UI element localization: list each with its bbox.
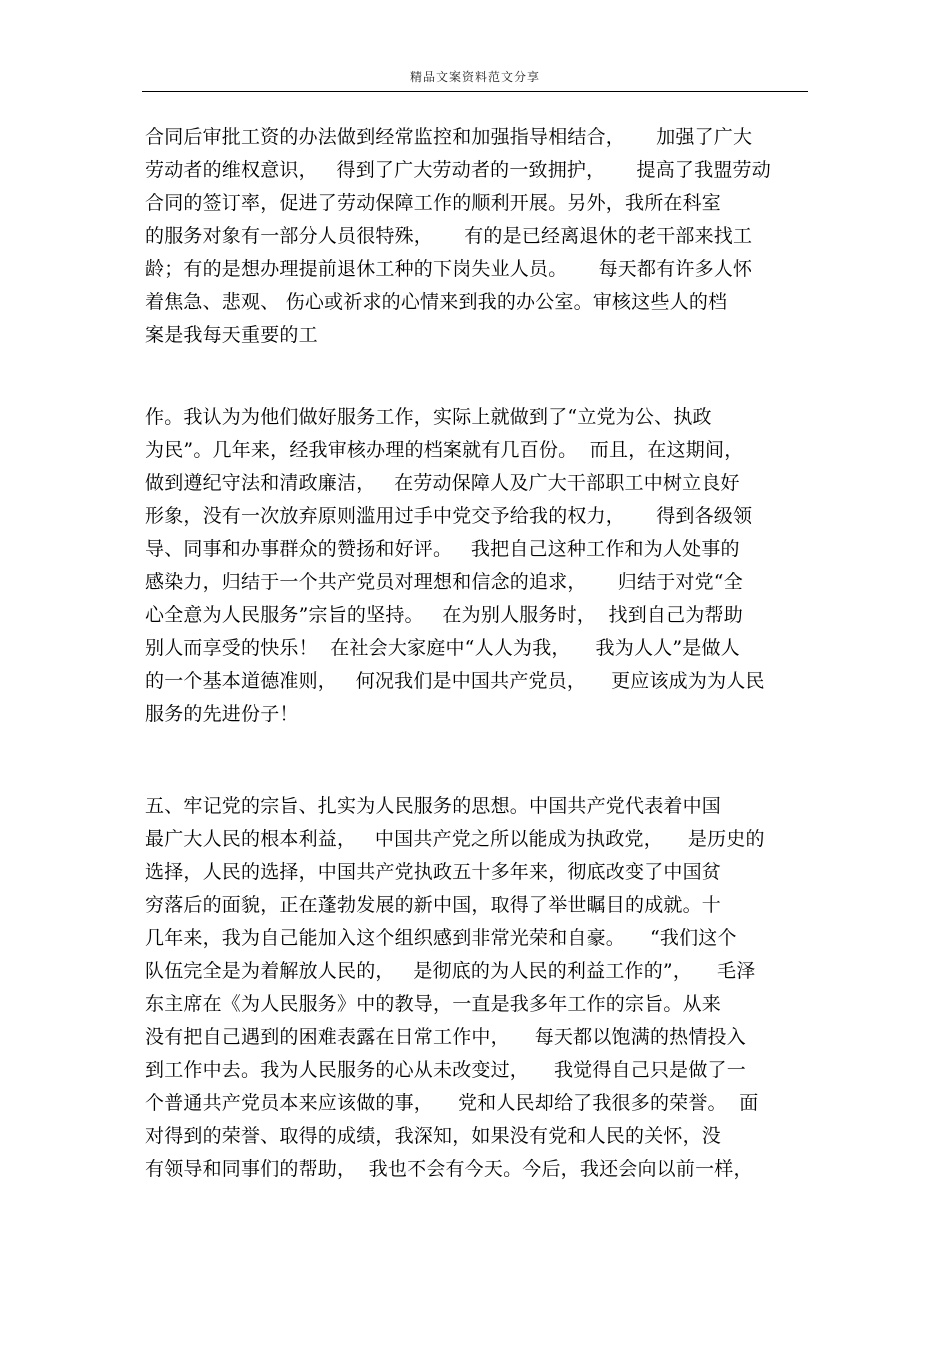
- text-line: 导、同事和办事群众的赞扬和好评。 我把自己这种工作和为人处事的: [145, 538, 740, 560]
- text-line: 合同后审批工资的办法做到经常监控和加强指导相结合， 加强了广大: [145, 126, 753, 148]
- text-line: 东主席在《为人民服务》中的教导，一直是我多年工作的宗旨。从来: [145, 993, 722, 1015]
- text-line: 有领导和同事们的帮助， 我也不会有今天。今后，我还会向以前一样，: [145, 1158, 753, 1180]
- page-header-title: 精品文案资料范文分享: [409, 70, 540, 84]
- text-line: 个普通共产党员本来应该做的事， 党和人民却给了我很多的荣誉。 面: [145, 1092, 759, 1114]
- paragraph-1: [145, 121, 825, 352]
- header-divider: [142, 91, 808, 92]
- text-line: 没有把自己遇到的困难表露在日常工作中， 每天都以饱满的热情投入: [145, 1026, 746, 1048]
- text-line: 的一个基本道德准则， 何况我们是中国共产党员， 更应该成为为人民: [145, 670, 765, 692]
- text-line: 着焦急、悲观、 伤心或祈求的心情来到我的办公室。审核这些人的档: [145, 291, 728, 313]
- text-line: 别人而享受的快乐！ 在社会大家庭中“人人为我， 我为人人”是做人: [145, 637, 740, 659]
- text-line: 劳动者的维权意识， 得到了广大劳动者的一致拥护， 提高了我盟劳动: [145, 159, 771, 181]
- text-line: 作。我认为为他们做好服务工作，实际上就做到了“立党为公、执政: [145, 406, 712, 428]
- text-line: 五、牢记党的宗旨、扎实为人民服务的思想。中国共产党代表着中国: [145, 795, 722, 817]
- paragraph-2: [145, 401, 825, 731]
- text-line: 心全意为人民服务”宗旨的坚持。 在为别人服务时， 找到自己为帮助: [145, 604, 743, 626]
- text-line: 感染力，归结于一个共产党员对理想和信念的追求， 归结于对党“全: [145, 571, 743, 593]
- text-line: 的服务对象有一部分人员很特殊， 有的是已经离退休的老干部来找工: [145, 225, 753, 247]
- text-line: 案是我每天重要的工: [145, 324, 318, 346]
- text-line: 最广大人民的根本利益， 中国共产党之所以能成为执政党， 是历史的: [145, 828, 765, 850]
- text-line: 选择，人民的选择，中国共产党执政五十多年来，彻底改变了中国贫: [145, 861, 722, 883]
- text-line: 到工作中去。我为人民服务的心从未改变过， 我觉得自己只是做了一: [145, 1059, 746, 1081]
- text-line: 合同的签订率，促进了劳动保障工作的顺利开展。另外，我所在科室: [145, 192, 722, 214]
- text-line: 对得到的荣誉、取得的成绩，我深知，如果没有党和人民的关怀，没: [145, 1125, 722, 1147]
- text-line: 穷落后的面貌，正在蓬勃发展的新中国，取得了举世瞩目的成就。十: [145, 894, 722, 916]
- text-line: 几年来，我为自己能加入这个组织感到非常光荣和自豪。 “我们这个: [145, 927, 737, 949]
- text-line: 做到遵纪守法和清政廉洁， 在劳动保障人及广大干部职工中树立良好: [145, 472, 740, 494]
- text-line: 为民”。几年来，经我审核办理的档案就有几百份。 而且，在这期间，: [145, 439, 744, 461]
- text-line: 龄；有的是想办理提前退休工种的下岗失业人员。 每天都有许多人怀: [145, 258, 753, 280]
- paragraph-3: [145, 790, 825, 1186]
- text-line: 队伍完全是为着解放人民的， 是彻底的为人民的利益工作的”， 毛泽: [145, 960, 756, 982]
- text-line: 服务的先进份子！: [145, 703, 299, 725]
- text-line: 形象，没有一次放弃原则滥用过手中党交予给我的权力， 得到各级领: [145, 505, 753, 527]
